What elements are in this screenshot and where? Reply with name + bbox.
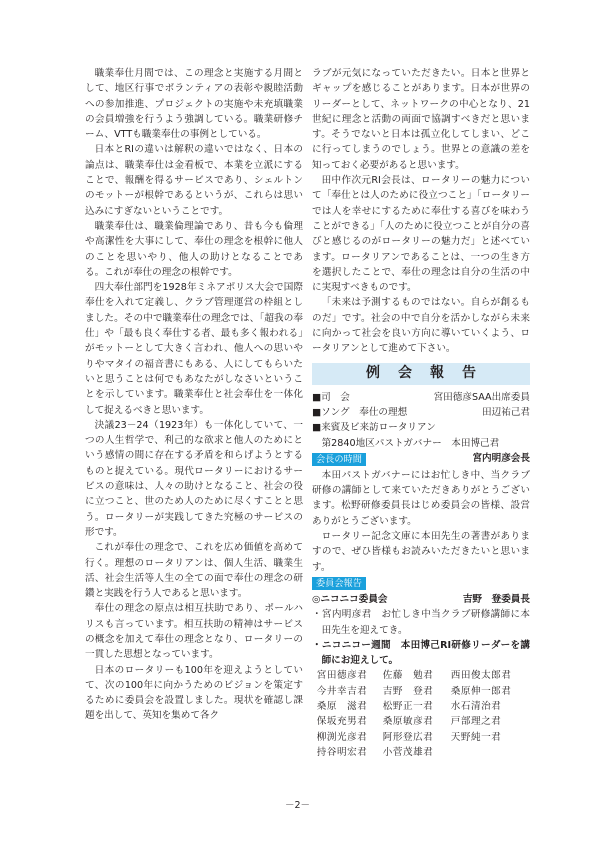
donor-name: 柳渕光彦君 xyxy=(316,731,368,743)
committee-report-tag: 委員会報告 xyxy=(312,577,366,590)
meeting-report-banner: 例会報告 xyxy=(312,363,530,385)
committee-title: ◎ニコニコ委員会 xyxy=(312,593,388,605)
donor-name: 阿形登広君 xyxy=(382,731,434,743)
paragraph: 奉仕の理念の原点は相互扶助であり、ポールハリスも言っています。相互扶助の精神はサービスの概念を加えて奉仕の理念となり、ロータリーの一貫した思想となっています。 xyxy=(85,603,303,661)
report-guest-label: ■来賓及ビ来訪ロータリアン xyxy=(312,422,436,434)
committee-item: ・宮内明彦君 お忙しき中当クラブ研修講師に本田先生を迎えてき。 xyxy=(312,609,530,636)
donor-name: 桑原伸一郎君 xyxy=(450,685,512,697)
paragraph: 田中作次元RI会長は、ロータリーの魅力について「奉仕とは人のために役立つこと」「ロータリーでは人を幸せにするために奉仕する喜びを味わうことができる」「人のために役立つことが自分の喜びと感じるのがロータリーの魅力だ」と述べています。ロータリアンであることは、一つの生き方を選択したことで、奉仕の理念は自分の生活の中に実現すべきものです。 xyxy=(312,175,530,294)
donor-name: 今井幸吉君 xyxy=(316,685,368,697)
donor-name: 持谷明宏君 xyxy=(316,746,368,758)
president-time-tag: 会長の時間 xyxy=(312,453,366,466)
paragraph: 職業奉仕は、職業倫理論であり、昔も今も倫理や高潔性を大事にして、奉仕の理念を根幹に他人のことを思いやり、他人の助けとなることである。これが奉仕の理念の根幹です。 xyxy=(85,220,303,278)
donor-name: 佐藤 勉君 xyxy=(382,670,434,682)
paragraph: ラブが元気になっていただきたい。日本と世界とギャップを感じることがあります。日本が世界のリーダーとして、ネットワークの中心となり、21世紀に理念と活動の両面で協調すべきだと思います。そうでないと日本は孤立化してしまい、どこに行ってしまうのでしょう。世界との意識の差を知っておく必要があると思います。 xyxy=(312,68,530,171)
donor-name: 保坂充男君 xyxy=(316,716,368,728)
paragraph: 本田パストガバナーにはお忙しき中、当クラブ研修の講師として来ていただきありがとうございます。松野研修委員長はじめ委員会の皆様、設営ありがとうございます。 xyxy=(312,469,530,527)
donor-name: 小菅茂雄君 xyxy=(382,746,434,758)
donor-name: 宮田德彦君 xyxy=(316,670,368,682)
donor-name: 松野正一君 xyxy=(382,700,434,712)
paragraph: これが奉仕の理念で、これを広め価値を高めて行く。理想のロータリアンは、個人生活、職業生活、社会生活等人生の全ての面で奉仕の理念の研鑽と実践を行う人であると思います。 xyxy=(85,542,303,600)
paragraph: 職業奉仕月間では、この理念と実施する月間として、地区行事でボランティアの表彰や親睦活動への参加推進、プロジェクトの実施や未充填職業の会員増強を行うよう強調している。職業研修チーム、VTTも職業奉仕の事例としている。 xyxy=(85,68,303,141)
donor-name: 西田俊太郎君 xyxy=(450,670,512,682)
president-header xyxy=(312,451,530,468)
committee-title-line xyxy=(312,592,530,607)
donor-names-grid xyxy=(317,668,530,760)
president-name: 宮内明彦会長 xyxy=(472,452,530,464)
paragraph: 四大奉仕部門を1928年ミネアポリス大会で国際奉仕を入れて定義し、クラブ管理運営の枠組としました。その中で職業奉仕の理念では、「超我の奉仕」や「最も良く奉仕する者、最も多く報われる」がモットーとして大きく言われ、他人への思いやりやマタイの福音書にもある、人にしてもらいたいと思うことは何でもあなたがしなさいということを示しています。職業奉仕と社会奉仕を一体化して捉えるべきと思います。 xyxy=(85,282,303,416)
page-number: －2－ xyxy=(284,800,311,811)
donor-name: 桑原 滋君 xyxy=(316,700,368,712)
report-song-line xyxy=(312,405,530,420)
donor-name: 水石清治君 xyxy=(450,700,502,712)
donor-name: 吉野 登君 xyxy=(382,685,434,697)
report-guest-line: 第2840地区パストガバナー 本田博己君 xyxy=(321,437,500,449)
donor-name xyxy=(451,745,535,760)
paragraph: 「未来は予測するものではない。自らが創るものだ」です。社会の中で自分を活かしながら未来に向かって社会を良い方向に導いていくよう、ロータリアンとして進めて下さい。 xyxy=(312,297,530,355)
donor-name: 桑原敏彦君 xyxy=(382,716,434,728)
paragraph: ロータリー記念文庫に本田先生の著書がありますので、ぜひ皆様もお読みいただきたいと思います。 xyxy=(312,531,530,573)
donor-name: 天野純一君 xyxy=(450,731,502,743)
report-song-value: 田辺祐己君 xyxy=(482,406,530,418)
paragraph: 日本とRIの違いは解釈の違いではなく、日本の論点は、職業奉仕は金看板で、本業を立派にすることで、報酬を得るサービスであり、シェルトンのモットーが根幹であるというが、これらは思い込みにすぎないということです。 xyxy=(85,144,303,217)
left-column xyxy=(85,66,303,724)
paragraph: 決議23－24（1923年）も一体化していて、一つの人生哲学で、利己的な欲求と他人のためにという感情の間に存在する矛盾を和らげようとするものと捉えている。現代ロータリーにおけるサービスの意味は、人々の助けとなること、社会の役に立つこと、世のため人のために尽くすことと思う。ロータリーが実践してきた究極のサービスの形です。 xyxy=(85,419,303,538)
right-column xyxy=(312,66,530,760)
report-chair-line xyxy=(312,390,530,405)
report-song-label: ■ソング 奉仕の理想 xyxy=(312,406,408,418)
report-chair-value: 宮田德彦SAA出席委員 xyxy=(433,391,530,403)
report-chair-label: ■司 会 xyxy=(312,391,350,403)
committee-item: ・ニコニコー週間 本田博己RI研修リーダーを講師にお迎えして。 xyxy=(312,639,530,667)
committee-chair: 吉野 登委員長 xyxy=(462,593,530,605)
donor-name: 戸部理之君 xyxy=(450,716,502,728)
paragraph: 日本のロータリーも100年を迎えようとしていて、次の100年に向かうためのビジョンを策定するために委員会を設置しました。現状を確認し課題を出して、英知を集めて各ク xyxy=(85,664,303,722)
